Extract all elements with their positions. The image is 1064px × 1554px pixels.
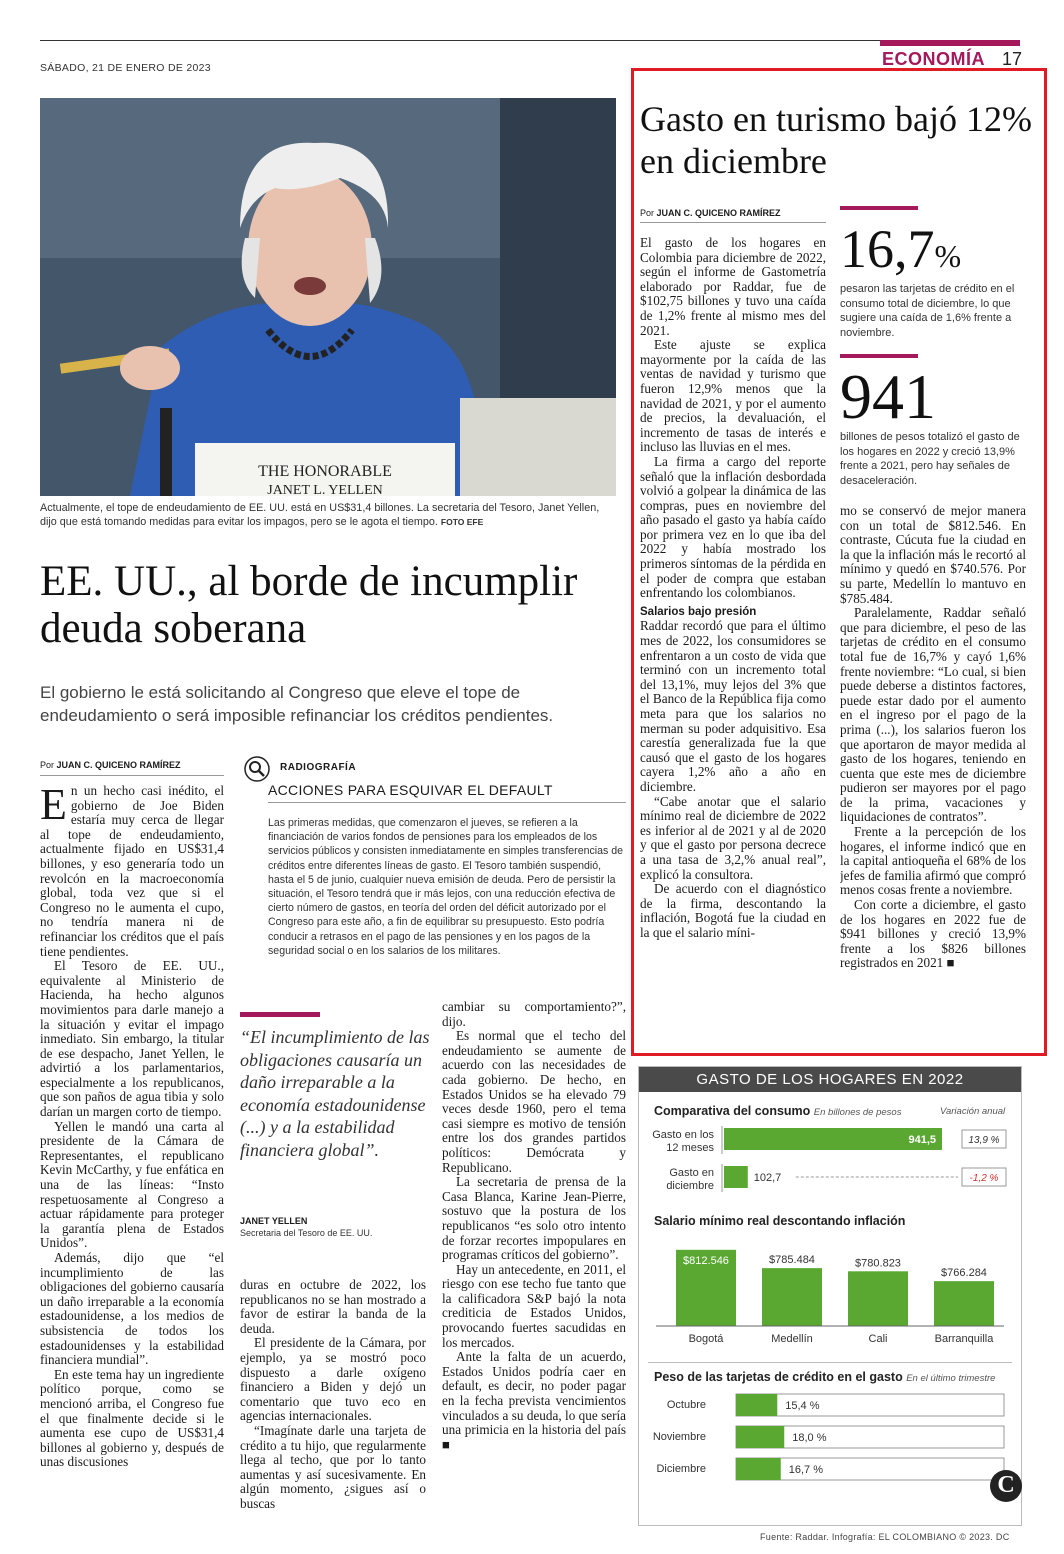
infographic-source: Fuente: Raddar. Infografía: EL COLOMBIANO © 2023. DC xyxy=(760,1532,1010,1542)
paragraph: Raddar recordó que para el último mes de 2022, los consumidores se enfrentaron a un costo de vida que terminó con un incremento total del 13,1%, muy lejos del 3% que el Banco de la República fija como meta para que los salarios no merman su poder adquisitivo. Esa carestía generalizada fue la que causó que el gasto de los hogares cayera 1,2% año a año en diciembre. xyxy=(640,618,826,794)
tick-label: Cali xyxy=(868,1333,888,1345)
right-column-2 xyxy=(840,504,1026,1044)
main-deck: El gobierno le está solicitando al Congreso que eleve el tope de endeudamiento o será imposible refinanciar los créditos pendientes. xyxy=(40,683,554,725)
caption-credit: FOTO EFE xyxy=(440,517,484,527)
stat-credit-card-share xyxy=(840,220,961,285)
stat-unit: % xyxy=(934,238,962,274)
byline-author: JUAN C. QUICENO RAMÍREZ xyxy=(656,208,781,218)
paragraph: La secretaria de prensa de la Casa Blanca, Karine Jean-Pierre, sostuvo que la postura de los republicanos “es solo otro intento de forzar recortes impopulares en programas críticos del gobierno”. xyxy=(442,1174,626,1263)
section-name: ECONOMÍA xyxy=(882,49,985,69)
bar xyxy=(736,1426,784,1448)
paragraph: Con corte a diciembre, el gasto de los hogares en 2022 fue de $941 billones y creció 13,9% frente a los $826 billones registrados en 2021 ■ xyxy=(840,897,1026,971)
chart-title-text: Comparativa del consumo xyxy=(654,1104,811,1118)
section-tab xyxy=(880,40,1020,46)
bar xyxy=(736,1394,777,1416)
paragraph: Este ajuste se explica mayormente por la caída de las ventas de navidad y turismo que fueron 12,9% menos que la navidad de 2021, y por el aumento de precios, la devaluación, el incremento de tasas de interés e incluso las lluvias en el mes. xyxy=(640,337,826,455)
chart-consumo-title xyxy=(654,1104,901,1118)
chart-salario-title xyxy=(654,1214,905,1228)
radiografia-text: Las primeras medidas, que comenzaron el jueves, se refieren a la financiación de varios fondos de pensiones para los empleados de los servicios públicos y consisten inmediatamente en simples transferencias de créditos entre diferentes líneas de gasto. El Tesoro también suspendió, hasta el 5 de junio, cualquier nueva emisión de deuda. Pero de persistir la situación, el Tesoro tendrá que ir más lejos, con una reducción efectiva de cierto número de gastos, en teoría del orden del déficit autorizado por el Congreso para este año, a fin de equilibrar su presupuesto. Esto podría conducir a retrasos en el pago de las pensiones y en los pagos de la seguridad social o en los salarios de los militares. xyxy=(268,817,624,957)
stat-credit-card-text: pesaron las tarjetas de crédito en el consumo total de diciembre, lo que sugiere una caída de 1,6% frente a noviembre. xyxy=(840,283,1015,339)
paragraph: “Cabe anotar que el salario mínimo real de diciembre de 2022 es inferior al de 2021 y al de 2020 y que el gasto por persona decrece a una tasa de 3,2,% anual real”, explicó la consultora. xyxy=(640,793,826,882)
caption-text: Actualmente, el tope de endeudamiento de EE. UU. está en US$31,4 billones. La secretaria del Tesoro, Janet Yellen, dijo que está tomando medidas para evitar los impagos, pero se le agota el tiempo. xyxy=(40,502,600,528)
placard-line-2: JANET L. YELLEN xyxy=(267,483,383,496)
radiografia-subtitle: ACCIONES PARA ESQUIVAR EL DEFAULT xyxy=(268,782,626,803)
chart-tarjetas-title xyxy=(654,1370,995,1384)
category-label: Octubre xyxy=(666,1399,706,1411)
infographic-title: GASTO DE LOS HOGARES EN 2022 xyxy=(639,1067,1021,1092)
paragraph: cambiar su comportamiento?”, dijo. xyxy=(442,1000,626,1029)
data-label: 941,5 xyxy=(908,1134,936,1146)
paragraph: Es normal que el techo del endeudamiento se aumente de acuerdo con las necesidades de cada gobierno. De hecho, en Estados Unidos se ha elevado 79 veces desde 1960, pero el tema casi siempre es motivo de tensión entre los dos grandes partidos políticos: Demócrata y Republicano. xyxy=(442,1028,626,1175)
paragraph: n un hecho casi inédito, el gobierno de Joe Biden estaría muy cerca de llegar al tope de endeudamiento, actualmente fijado en US$31,4 billones, y eso generaría todo un revolcón en la macroeconomía global, toda vez que si el Congreso no le aumenta el cupo, no tendría manera ni de refinanciar los créditos que el país tiene pendientes. xyxy=(40,784,224,959)
subhead: Salarios bajo presión xyxy=(640,605,757,618)
dateline: SÁBADO, 21 DE ENERO DE 2023 xyxy=(40,62,211,74)
byline-rule xyxy=(640,222,826,223)
category-label: Noviembre xyxy=(652,1431,706,1443)
right-headline: Gasto en turismo bajó 12% en diciembre xyxy=(640,99,1032,181)
drop-cap: E xyxy=(40,784,67,829)
byline-prefix: Por xyxy=(640,208,655,218)
main-column-3 xyxy=(442,1000,626,1528)
quote-author: JANET YELLEN xyxy=(240,1216,308,1226)
right-column-1 xyxy=(640,236,826,1044)
tick-label: Barranquilla xyxy=(934,1333,994,1345)
paragraph: Además, dijo que “el incumplimiento de las obligaciones del gobierno causaría un daño irreparable a la economía estadounidense, a los medios de subsistencia de todos los estadounidenses y la estabilidad financiera mundial”. xyxy=(40,1250,224,1368)
category-label: diciembre xyxy=(666,1180,714,1192)
quote-accent-bar xyxy=(240,1012,320,1017)
chart-salario xyxy=(642,1230,1018,1350)
main-column-2 xyxy=(240,1278,426,1528)
radiografia-title: RADIOGRAFÍA xyxy=(280,762,357,773)
category-label: Diciembre xyxy=(656,1463,706,1475)
pull-quote: “El incumplimiento de las obligaciones causaría un daño irreparable a la economía estadounidense (...) y a la estabilidad financiera global”. xyxy=(240,1027,430,1160)
chart-divider xyxy=(648,1362,1012,1363)
main-byline xyxy=(40,760,181,770)
variation-label: -1,2 % xyxy=(969,1173,999,1184)
chart-title-text: Salario mínimo real descontando inflación xyxy=(654,1214,906,1228)
page-number: 17 xyxy=(1002,49,1023,69)
data-label: $780.823 xyxy=(855,1257,901,1270)
bar xyxy=(848,1271,908,1326)
tick-label: Medellín xyxy=(771,1333,813,1345)
data-label: 15,4 % xyxy=(785,1400,820,1412)
placard-line-1: THE HONORABLE xyxy=(258,463,392,480)
byline-rule xyxy=(40,775,224,776)
bar xyxy=(934,1281,994,1326)
stat-value: 16,7 xyxy=(840,219,935,279)
data-label: $785.484 xyxy=(769,1254,815,1267)
paragraph: mo se conservó de mejor manera con un total de $812.546. En contraste, Cúcuta fue la ciudad en la que la inflación más le recortó al mínimo y quedó en $740.576. Por su parte, Medellín lo mantuvo en $785.484. xyxy=(840,504,1026,606)
paragraph: Paralelamente, Raddar señaló que para diciembre, el peso de las tarjetas de crédito en el consumo total fue de 16,7% y cayó 1,6% frente noviembre: “Lo cual, si bien puede deberse a distintos factores, puede estar dado por el aumento en el ingreso por el pago de la prima (...), los salarios fueron los que aportaron de mayor medida al gasto de los hogares, teniendo en cuenta que este mes de diciembre pudieron ser mayores por el pago de la prima, vacaciones y liquidaciones de contratos”. xyxy=(840,605,1026,825)
chart-subtitle: En billones de pesos xyxy=(813,1107,902,1118)
chart-subtitle: En el último trimestre xyxy=(906,1373,996,1384)
paragraph: Yellen le mandó una carta al presidente de la Cámara de Representantes, el republicano Kevin McCarthy, y fue enfática en una de las líneas: “Insto respetuosamente al Congreso a actuar rápidamente para proteger la garantía plena de Estados Unidos”. xyxy=(40,1118,224,1251)
variation-header: Variación anual xyxy=(940,1106,1006,1117)
data-label: 16,7 % xyxy=(788,1464,824,1476)
magnifier-icon xyxy=(244,756,270,782)
stat-accent-bar xyxy=(840,354,918,358)
byline-author: JUAN C. QUICENO RAMÍREZ xyxy=(56,760,181,770)
stat-total-spend: 941 xyxy=(840,361,936,432)
chart-consumo xyxy=(642,1120,1018,1202)
paragraph: El presidente de la Cámara, por ejemplo, ya se mostró poco dispuesto a darle oxígeno financiero a Biden y dejó un comentario que tuvo eco en agencias internacionales. xyxy=(240,1335,426,1424)
bar xyxy=(762,1268,822,1326)
paragraph: “Imagínate darle una tarjeta de crédito a tu hijo, que regularmente llega al techo, que por lo tanto aumentas y así sucesivamente. En algún momento, ¿sigues así o buscas xyxy=(240,1422,426,1511)
category-label: Gasto en xyxy=(669,1167,714,1179)
data-label: $812.546 xyxy=(683,1254,729,1267)
paragraph: En este tema hay un ingrediente político porque, como se mencionó arriba, el Congreso fue el que finalmente decide si le aumenta ese cupo de US$31,4 billones al gobierno y, después de unas discusiones xyxy=(40,1366,224,1470)
photo-caption xyxy=(40,501,616,529)
paragraph: Hay un antecedente, en 2011, el riesgo con ese techo fue tanto que la calificadora S&P bajó la nota crediticia de Estados Unidos, provocando fuertes sacudidas en los mercados. xyxy=(442,1261,626,1350)
paragraph: Ante la falta de un acuerdo, Estados Unidos podría caer en default, es decir, no poder pagar en la fecha prevista vencimientos vinculados a su deuda, lo que sería una primicia en la historia del país ■ xyxy=(442,1349,626,1452)
paragraph: El gasto de los hogares en Colombia para diciembre de 2022, según el informe de Gastometría elaborado por Raddar, fue de $102,75 billones y tuvo una caída de 1,2% frente al mismo mes del 2021. xyxy=(640,236,826,338)
header-rule xyxy=(40,40,1020,41)
article-photo xyxy=(40,98,616,496)
category-label: 12 meses xyxy=(666,1142,714,1154)
paragraph: De acuerdo con el diagnóstico de la firma, descontando la inflación, Bogotá fue la ciudad en la que el salario míni- xyxy=(640,881,826,940)
category-label: Gasto en los xyxy=(652,1129,714,1141)
bar xyxy=(724,1166,748,1188)
stat-accent-bar xyxy=(840,206,918,210)
bar xyxy=(736,1458,781,1480)
tick-label: Bogotá xyxy=(688,1333,724,1345)
main-headline: EE. UU., al borde de incumplir deuda soberana xyxy=(40,558,578,652)
data-label: 102,7 xyxy=(753,1172,782,1184)
data-label: 18,0 % xyxy=(792,1432,827,1444)
chart-tarjetas xyxy=(642,1388,1018,1488)
variation-label: 13,9 % xyxy=(968,1135,1000,1146)
main-column-1 xyxy=(40,784,224,1524)
paragraph: La firma a cargo del reporte señaló que la inflación desbordada volvió a golpear la dinámica de las compras, pues en noviembre del año pasado el gasto ya había caído por primera vez en lo que iba del 2022 y había mostrado los primeros síntomas de la pérdida en el poder de compra que estaban enfrentando los colombianos. xyxy=(640,453,826,601)
chart-title-text: Peso de las tarjetas de crédito en el gasto xyxy=(654,1370,903,1384)
yellen-photo-illustration xyxy=(40,98,616,496)
data-label: $766.284 xyxy=(941,1267,987,1280)
paragraph: El Tesoro de EE. UU., equivalente al Ministerio de Hacienda, ha hecho algunos movimientos para darle manejo a la situación y evitar el impago inmediato. Sin embargo, la titular de ese despacho, Janet Yellen, le advirtió a los parlamentarios, especialmente a los republicanos, que son paños de agua tibia y solo darían un margen corto de tiempo. xyxy=(40,958,224,1120)
quote-role: Secretaria del Tesoro de EE. UU. xyxy=(240,1228,373,1238)
stat-total-spend-text: billones de pesos totalizó el gasto de los hogares en 2022 y creció 13,9% frente a 2021, pero hay señales de desaceleración. xyxy=(840,431,1020,487)
byline-prefix: Por xyxy=(40,760,55,770)
paragraph: Frente a la percepción de los hogares, el informe indicó que en la capital antioqueña el 68% de los jefes de familia afirmó que compró menos cosas frente a noviembre. xyxy=(840,824,1026,898)
right-byline xyxy=(640,208,781,218)
paragraph: duras en octubre de 2022, los republicanos no se han mostrado a favor de estirar la banda de la deuda. xyxy=(240,1278,426,1336)
colombiano-logo: C xyxy=(990,1470,1022,1502)
